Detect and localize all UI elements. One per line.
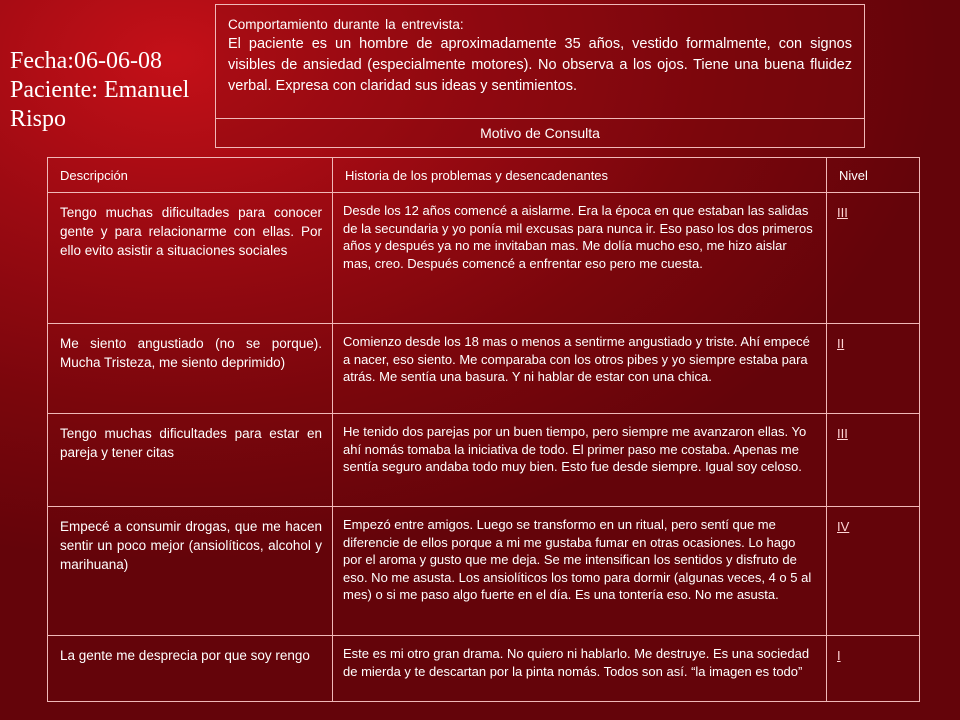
behavior-content [216,5,864,119]
header-nivel: Nivel [827,158,920,193]
row-descripcion: Empecé a consumir drogas, que me hacen sentir un poco mejor (ansiolíticos, alcohol y marihuana) [48,507,333,636]
row-historia: Desde los 12 años comencé a aislarme. Era la época en que estaban las salidas de la secundaria y yo ponía mil excusas para nunca ir. Eso paso los dos primeros años y después ya no me invitaban mas. Me dolía mucho eso, me hizo aislar mas, creo. Después comencé a enfrentar eso pero me cuesta. [333,193,827,324]
behavior-title: Comportamiento durante la entrevista: [228,17,464,32]
header-descripcion: Descripción [48,158,333,193]
row-historia: Empezó entre amigos. Luego se transformo en un ritual, pero sentí que me diferencie de ellos porque a mi me gustaba fumar en otras ocasiones. Lo hago por el aroma y gusto que me deja. Se me intensifican los sentidos y disfruto de eso. No me asusta. Los ansiolíticos los tomo para dormir (algunas veces, 4 o 5 al mes) o si me paso algo fuerte en el día. Es una tontería eso. No me asusta. [333,507,827,636]
table-row [48,193,920,324]
row-descripcion: Me siento angustiado (no se porque). Mucha Tristeza, me siento deprimido) [48,324,333,414]
patient-name-line1: Paciente: Emanuel [10,77,190,103]
behavior-box [215,4,865,148]
nivel-link[interactable]: III [837,205,848,220]
table-header-row [48,158,920,193]
row-historia: Comienzo desde los 18 mas o menos a sentirme angustiado y triste. Ahí empecé a nacer, eso siento. Me comparaba con los otros pibes y yo siempre estaba para atrás. Me sentía una basura. Y ni hablar de estar con una chica. [333,324,827,414]
table-row [48,414,920,507]
row-descripcion: Tengo muchas dificultades para estar en pareja y tener citas [48,414,333,507]
nivel-link[interactable]: IV [837,519,850,534]
motivo-consulta-label: Motivo de Consulta [480,125,600,141]
behavior-text: El paciente es un hombre de aproximadamente 35 años, vestido formalmente, con signos visibles de ansiedad (especialmente motores). No observa a los ojos. Tiene una buena fluidez verbal. Expresa con claridad sus ideas y sentimientos. [228,36,852,94]
patient-name-line2: Rispo [10,106,67,132]
nivel-link[interactable]: III [837,426,848,441]
row-descripcion: La gente me desprecia por que soy rengo [48,636,333,702]
table-row [48,636,920,702]
table-row [48,507,920,636]
row-nivel-cell [827,193,920,324]
table-row [48,324,920,414]
row-nivel-cell [827,636,920,702]
row-nivel-cell [827,324,920,414]
header-historia: Historia de los problemas y desencadenantes [333,158,827,193]
row-descripcion: Tengo muchas dificultades para conocer gente y para relacionarme con ellas. Por ello evito asistir a situaciones sociales [48,193,333,324]
row-historia: He tenido dos parejas por un buen tiempo, pero siempre me avanzaron ellas. Yo ahí nomás tomaba la iniciativa de todo. El primer paso me costaba. Apenas me sentía seguro andaba todo muy bien. Esto fue desde siempre. Igual soy celoso. [333,414,827,507]
row-historia: Este es mi otro gran drama. No quiero ni hablarlo. Me destruye. Es una sociedad de mierda y te descartan por la pinta nomás. Todos son así. “la imagen es todo” [333,636,827,702]
row-nivel-cell [827,507,920,636]
problems-table [47,157,920,702]
patient-info [10,47,210,134]
date-label: Fecha:06-06-08 [10,48,162,74]
nivel-link[interactable]: I [837,648,841,663]
nivel-link[interactable]: II [837,336,845,351]
row-nivel-cell [827,414,920,507]
